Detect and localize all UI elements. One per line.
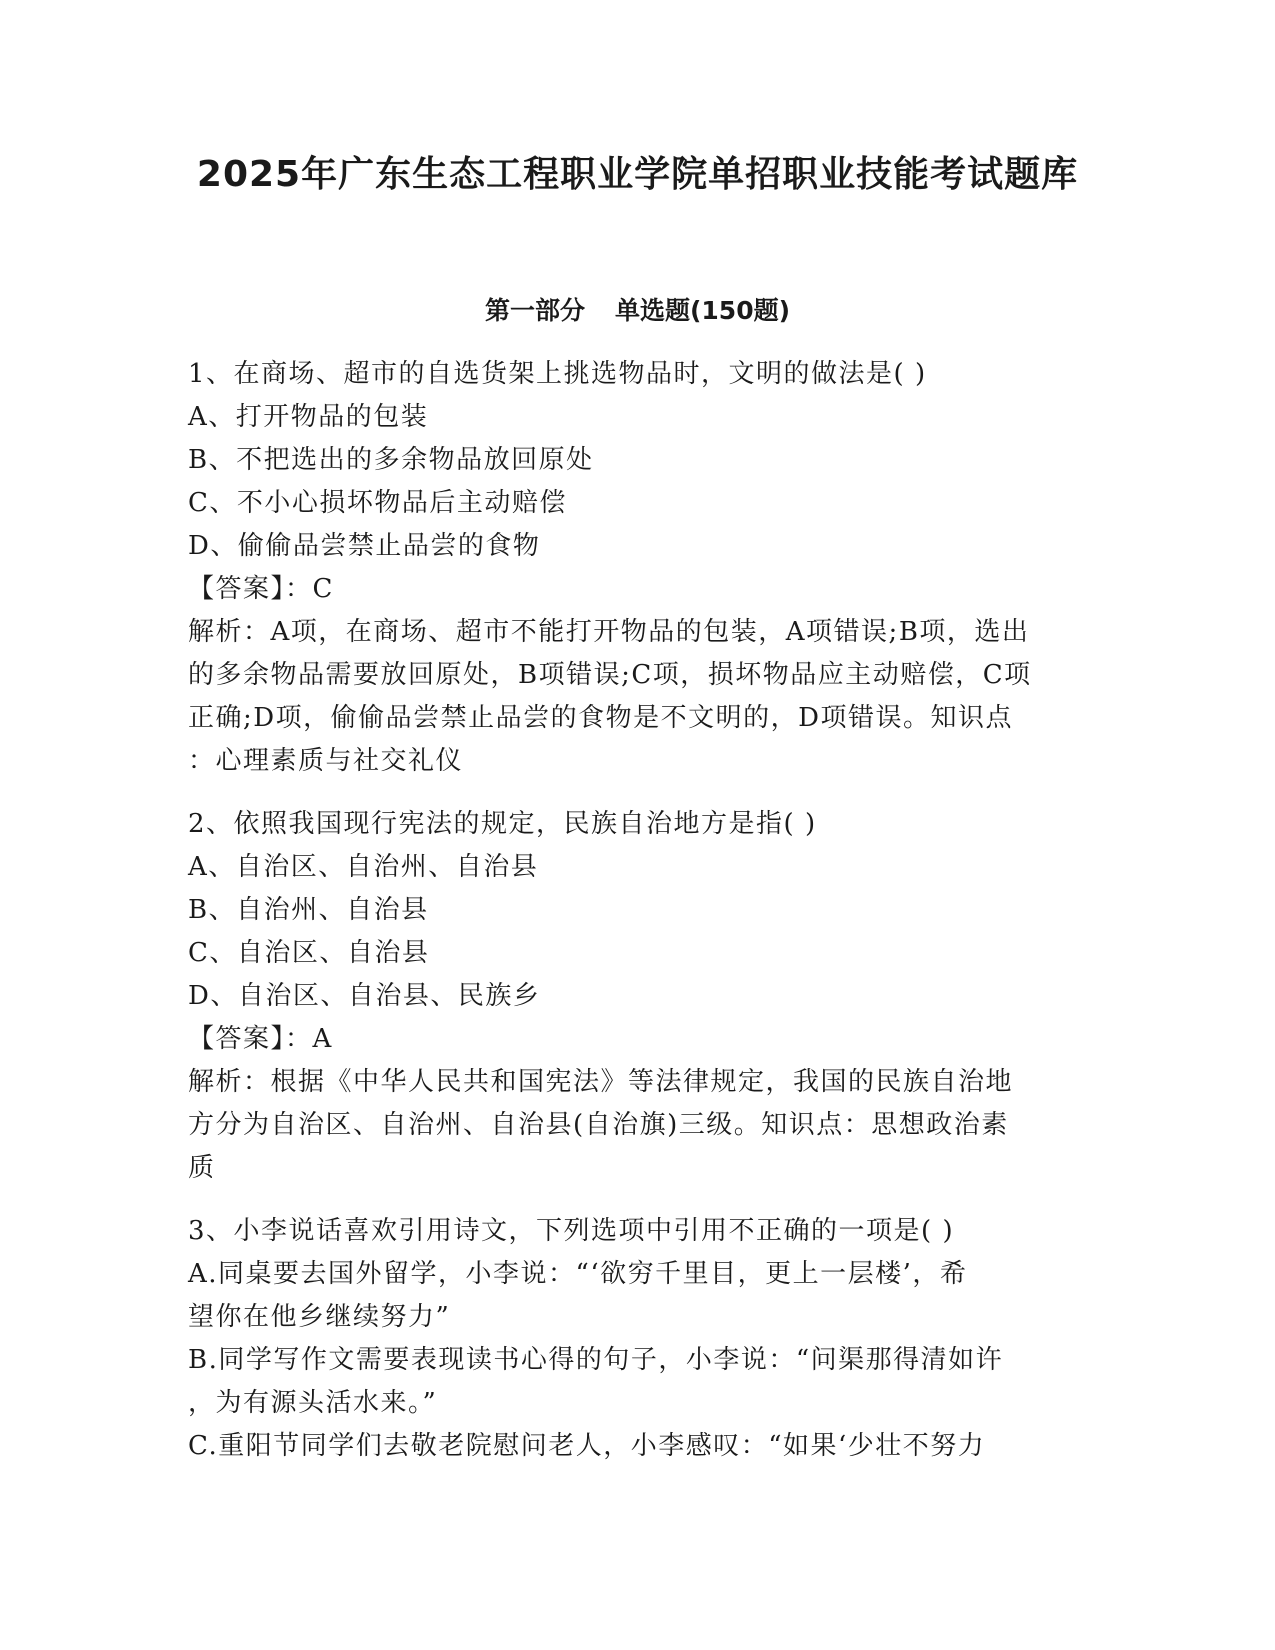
- analysis-line: 质: [188, 1153, 216, 1183]
- analysis-line: 解析：A项，在商场、超市不能打开物品的包装，A项错误;B项，选出: [188, 617, 1030, 647]
- answer: 【答案】：A: [188, 1024, 333, 1054]
- option-d: D、偷偷品尝禁止品尝的食物: [188, 531, 541, 561]
- option-c: C、自治区、自治县: [188, 938, 430, 968]
- section-title: [0, 293, 1275, 329]
- option-line: ，为有源头活水来。”: [188, 1388, 438, 1418]
- section-heading: 单选题(150题): [614, 296, 791, 325]
- analysis-line: 解析：根据《中华人民共和国宪法》等法律规定，我国的民族自治地: [188, 1067, 1014, 1097]
- option-b: B、不把选出的多余物品放回原处: [188, 445, 594, 475]
- option-line: 望你在他乡继续努力”: [188, 1302, 451, 1332]
- analysis-line: ：心理素质与社交礼仪: [188, 746, 464, 776]
- document-title: 2025年广东生态工程职业学院单招职业技能考试题库: [196, 154, 1079, 195]
- question-stem: 3、小李说话喜欢引用诗文，下列选项中引用不正确的一项是( ): [188, 1216, 955, 1246]
- option-line: C.重阳节同学们去敬老院慰问老人，小李感叹：“如果‘少壮不努力: [188, 1431, 986, 1461]
- option-b: B、自治州、自治县: [188, 895, 429, 925]
- question-3: [188, 1210, 1088, 1468]
- analysis-line: 的多余物品需要放回原处，B项错误;C项，损坏物品应主动赔偿，C项: [188, 660, 1032, 690]
- option-line: A.同桌要去国外留学，小李说：“‘欲穷千里目，更上一层楼’，希: [188, 1259, 968, 1289]
- option-a: A、自治区、自治州、自治县: [188, 852, 539, 882]
- option-a: A、打开物品的包装: [188, 402, 429, 432]
- answer: 【答案】：C: [188, 574, 334, 604]
- question-2: [188, 803, 1088, 1190]
- question-stem: 1、在商场、超市的自选货架上挑选物品时，文明的做法是( ): [188, 359, 927, 389]
- analysis-line: 方分为自治区、自治州、自治县(自治旗)三级。知识点：思想政治素: [188, 1110, 1009, 1140]
- question-1: [188, 353, 1088, 783]
- analysis-line: 正确;D项，偷偷品尝禁止品尝的食物是不文明的，D项错误。知识点: [188, 703, 1013, 733]
- question-stem: 2、依照我国现行宪法的规定，民族自治地方是指( ): [188, 809, 817, 839]
- section-label: 第一部分: [484, 296, 585, 325]
- option-c: C、不小心损坏物品后主动赔偿: [188, 488, 567, 518]
- option-line: B.同学写作文需要表现读书心得的句子，小李说：“问渠那得清如许: [188, 1345, 1004, 1375]
- question-list: [188, 353, 1088, 1468]
- option-d: D、自治区、自治县、民族乡: [188, 981, 541, 1011]
